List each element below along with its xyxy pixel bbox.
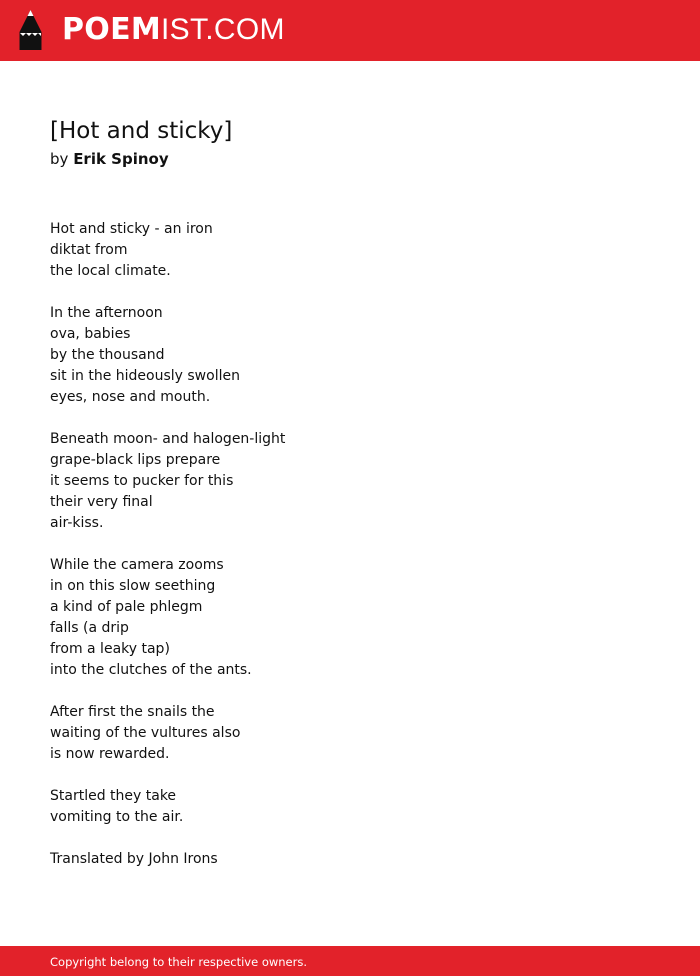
pencil-tip-icon[interactable]: [18, 9, 43, 51]
poem-line: sit in the hideously swollen: [50, 368, 240, 384]
poem-byline: [50, 148, 169, 170]
poem-line: from a leaky tap): [50, 641, 170, 657]
poem-line: After first the snails the: [50, 704, 215, 720]
poem-line: In the afternoon: [50, 305, 163, 321]
poem-line: While the camera zooms: [50, 557, 224, 573]
poem-line: their very final: [50, 494, 153, 510]
poem-line: eyes, nose and mouth.: [50, 389, 211, 405]
stanza: [50, 303, 285, 408]
poem-line: a kind of pale phlegm: [50, 599, 203, 615]
poem-line: waiting of the vultures also: [50, 725, 241, 741]
poem-title: [Hot and sticky]: [50, 118, 233, 144]
poem-body: [50, 219, 285, 891]
author-name: Erik Spinoy: [73, 150, 169, 168]
poem-line: the local climate.: [50, 263, 171, 279]
copyright-notice: Copyright belong to their respective owners.: [50, 955, 308, 969]
poem-line: grape-black lips prepare: [50, 452, 221, 468]
stanza: [50, 702, 285, 765]
poem-line: air-kiss.: [50, 515, 104, 531]
poem-line: ova, babies: [50, 326, 131, 342]
poem-line: is now rewarded.: [50, 746, 170, 762]
stanza: [50, 219, 285, 282]
poem-line: Hot and sticky - an iron: [50, 221, 213, 237]
poem-line: Translated by John Irons: [50, 851, 218, 867]
poem-line: Beneath moon- and halogen-light: [50, 431, 286, 447]
poem-line: falls (a drip: [50, 620, 129, 636]
stanza: [50, 429, 285, 534]
stanza: [50, 786, 285, 828]
poem-line: it seems to pucker for this: [50, 473, 234, 489]
by-label: by: [50, 150, 69, 168]
translator-credit: [50, 849, 285, 870]
logo-bold-text: POEM: [62, 12, 162, 47]
poem-line: in on this slow seething: [50, 578, 216, 594]
poem-line: Startled they take: [50, 788, 177, 804]
poem-line: diktat from: [50, 242, 128, 258]
poem-line: by the thousand: [50, 347, 165, 363]
site-header: [0, 0, 700, 61]
site-footer: [0, 946, 700, 976]
logo-light-text: IST.COM: [161, 13, 285, 46]
poem-line: vomiting to the air.: [50, 809, 184, 825]
stanza: [50, 555, 285, 681]
site-logo[interactable]: [62, 12, 285, 48]
poem-line: into the clutches of the ants.: [50, 662, 252, 678]
